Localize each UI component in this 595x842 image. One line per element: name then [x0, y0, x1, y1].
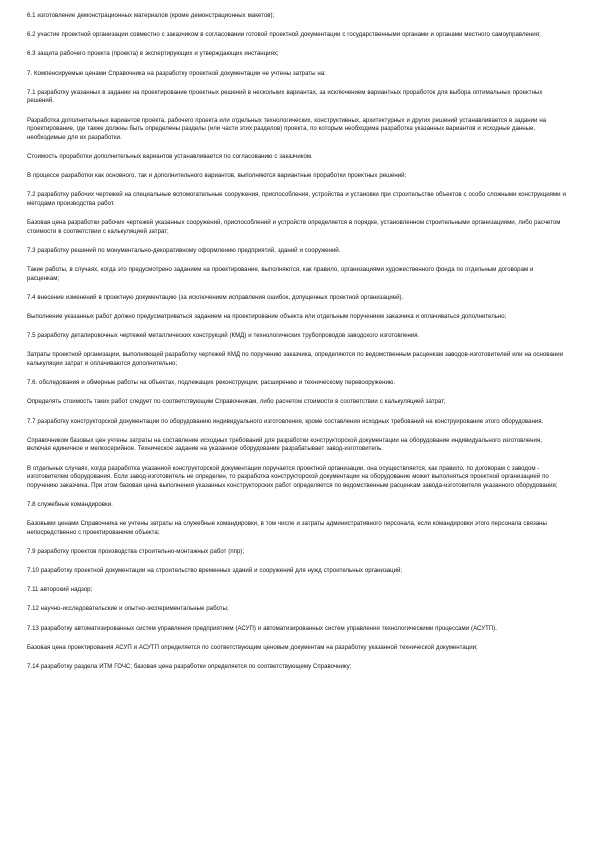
paragraph-7-3-note: Такие работы, в случаях, когда это предусмотрено заданием на проектирование, выполняются, как правило, организациями художественного фонда по отдельным договорам и расценкам;	[27, 266, 534, 282]
document-page	[27, 12, 567, 682]
paragraph-7-13-note: Базовая цена проектирования АСУП и АСУТП определяется по соответствующим ценовым документам на разработку указанной технической документации;	[27, 643, 478, 651]
paragraph-7-1-note-cost: Стоимость проработки дополнительных вариантов устанавливается по согласованию с заказчиком.	[27, 152, 313, 160]
paragraph-6-2: 6.2 участие проектной организации совместно с заказчиком в согласовании готовой проектной документации с государственными органами и органами местного самоуправления;	[27, 31, 541, 39]
paragraph-7-14: 7.14 разработку раздела ИТМ ГОЧС; базовая цена разработки определяется по соответствующему Справочнику;	[27, 662, 352, 670]
paragraph-7-13: 7.13 разработку автоматизированных систем управления предприятием (АСУП) и автоматизированных систем управления технологическими процессами (АСУТП).	[27, 624, 497, 632]
paragraph-7-3: 7.3 разработку решений по монументально-декоративному оформлению предприятий, зданий и сооружений.	[27, 246, 341, 254]
paragraph-7-4: 7.4 внесение изменений в проектную документацию (за исключением исправления ошибок, допущенных проектной организацией).	[27, 293, 404, 301]
paragraph-7-1: 7.1 разработку указанных в задании на проектирование проектных решений в нескольких вариантах, за исключением вариантных проработок для выбора оптимальных проектных решений.	[27, 88, 543, 105]
paragraph-7-1-note-variants: Разработка дополнительных вариантов проекта, рабочего проекта или отдельных технологических, конструктивных, архитектурных и других решений устанавливается в задании на проектирование, где также должны быть определены разделы (или части этих разделов) проекта, по которым необходима разработка указанных вариантов и исходные данные, необходимые для их разработки.	[27, 116, 547, 141]
paragraph-7-11: 7.11 авторский надзор;	[27, 586, 93, 594]
paragraph-7-7-note-cases: В отдельных случаях, когда разработка указанной конструкторской документации поручается проектной организации, она осуществляется, как правило, по договорам с заводом - изготовителем оборудования. Если завод-изготовитель не определен, то разработка конструкторской документации на оборудование может выполняться проектной организацией по поручению заказчика. При этом базовая цена выполнения указанных конструкторских работ определяется по ведомственным расценкам завода-изготовителя указанного оборудования;	[27, 464, 558, 489]
paragraph-7-6: 7.6. обследования и обмерные работы на объектах, подлежащих реконструкции, расширению и техническому перевооружению.	[27, 379, 396, 387]
paragraph-7-4-note: Выполнение указанных работ должно предусматриваться заданием на проектирование объекта или отдельным поручением заказчика и оплачиваться дополнительно;	[27, 313, 507, 320]
paragraph-7-8-note: Базовыми ценами Справочника не учтены затраты на служебные командировки, в том числе и затраты административного персонала, если командировки этого персонала связаны непосредственно с проектированием объекта;	[27, 520, 547, 536]
paragraph-7-12: 7.12 научно-исследовательские и опытно-экспериментальные работы;	[27, 605, 229, 613]
paragraph-6-1: 6.1 изготовление демонстрационных материалов (кроме демонстрационных макетов);	[27, 12, 275, 19]
paragraph-7-2: 7.2 разработку рабочих чертежей на специальные вспомогательные сооружения, приспособления, устройства и установки при строительстве объектов с особо сложными конструкциями и методами производства работ.	[27, 191, 566, 207]
paragraph-7-10: 7.10 разработку проектной документации на строительство временных зданий и сооружений для нужд строительных организаций;	[27, 567, 403, 575]
paragraph-6-3: 6.3 защита рабочего проекта (проекта) в экспертирующих и утверждающих инстанциях;	[27, 50, 279, 58]
paragraph-7-7: 7.7 разработку конструкторской документации по оборудованию индивидуального изготовления, кроме составления исходных требований на конструирование этого оборудования.	[27, 417, 544, 425]
paragraph-7-5: 7.5 разработку деталировочных чертежей металлических конструкций (КМД) и технологических трубопроводов заводского изготовления.	[27, 332, 420, 340]
paragraph-7-1-note-process: В процессе разработки как основного, так и дополнительного вариантов, выполняются вариантные проработки проектных решений;	[27, 172, 407, 180]
paragraph-7-8: 7.8 служебные командировки.	[27, 500, 113, 508]
paragraph-7-6-note: Определять стоимость таких работ следует по соответствующим Справочникам, либо расчетом стоимости в соответствии с калькуляцией затрат;	[27, 398, 446, 406]
paragraph-7-9: 7.9 разработку проектов производства строительно-монтажных работ (ппр);	[27, 547, 245, 555]
paragraph-7-2-note: Базовая цена разработки рабочих чертежей указанных сооружений, приспособлений и устройств определяется в порядке, установленном строительными организациями, либо расчетом стоимости в соответствии с калькуляцией затрат;	[27, 219, 561, 235]
section-7-heading: 7. Компенсируемые ценами Справочника на разработку проектной документации не учтены затраты на:	[27, 69, 326, 77]
paragraph-7-5-note: Затраты проектной организации, выполняющей разработку чертежей КМД по поручению заказчика, определяются по ведомственным расценкам заводов-изготовителей или на основании калькуляции затрат и оплачиваются дополнительно;	[27, 351, 564, 367]
paragraph-7-7-note-requirements: Справочником базовых цен учтены затраты на составление исходных требований для разработки конструкторской документации на оборудование индивидуального изготовления, включая единичное и мелкосерийное. Техническое задание на указанное оборудование разрабатывает завод-изготовитель.	[27, 436, 542, 453]
